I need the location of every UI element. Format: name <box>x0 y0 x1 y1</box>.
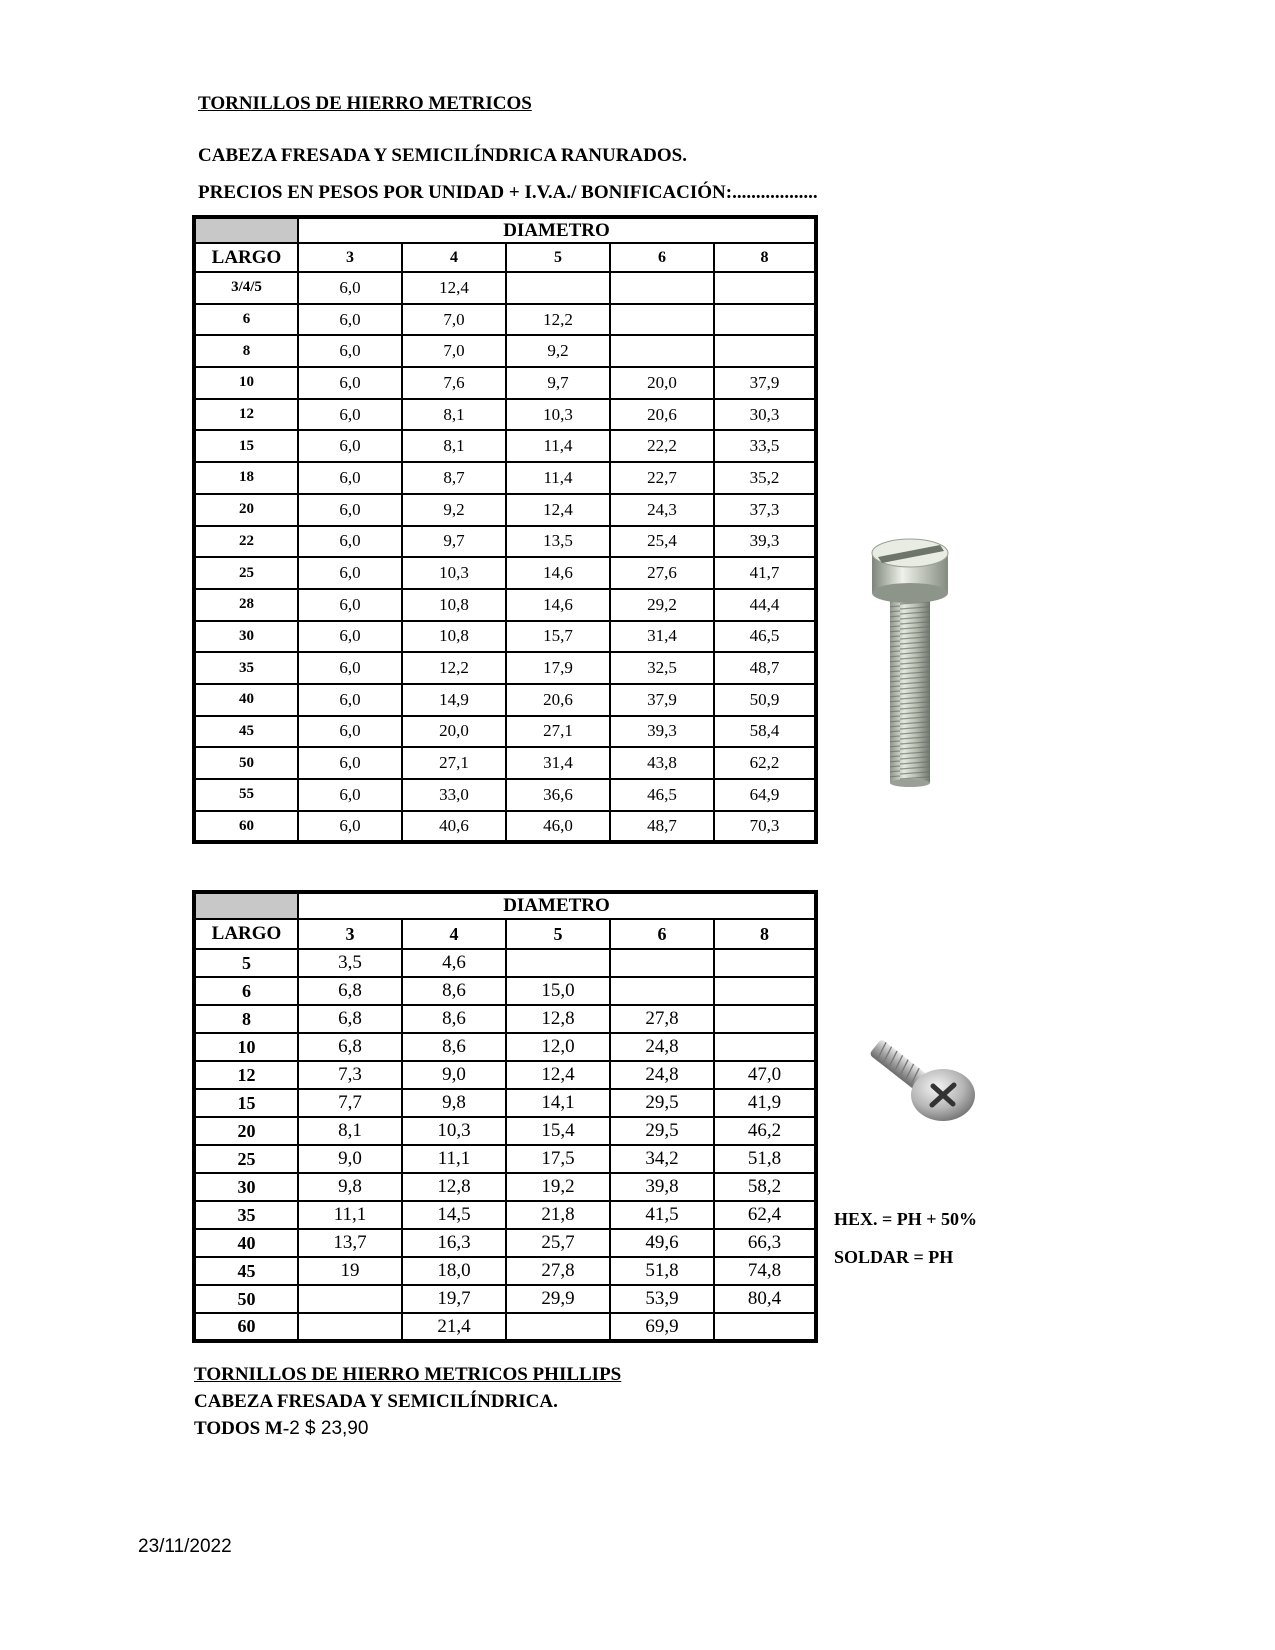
price-cell: 6,0 <box>298 652 402 684</box>
row-largo: 20 <box>194 1117 298 1145</box>
price-cell: 10,3 <box>402 557 506 589</box>
price-table-phillips <box>192 890 818 1343</box>
price-cell: 37,3 <box>714 494 816 526</box>
price-cell: 11,4 <box>506 462 610 494</box>
price-cell: 51,8 <box>610 1257 714 1285</box>
largo-header: LARGO <box>194 919 298 949</box>
price-cell: 41,9 <box>714 1089 816 1117</box>
row-largo: 45 <box>194 1257 298 1285</box>
price-cell: 10,3 <box>402 1117 506 1145</box>
price-cell: 20,6 <box>610 399 714 431</box>
price-cell: 29,9 <box>506 1285 610 1313</box>
price-cell: 8,1 <box>298 1117 402 1145</box>
table-row <box>194 779 816 811</box>
price-cell: 6,8 <box>298 1005 402 1033</box>
price-cell: 8,1 <box>402 430 506 462</box>
price-cell: 69,9 <box>610 1313 714 1341</box>
row-largo: 15 <box>194 1089 298 1117</box>
column-header-4: 4 <box>402 919 506 949</box>
column-header-row <box>194 919 816 949</box>
price-cell <box>298 1313 402 1341</box>
phillips-subtitle: CABEZA FRESADA Y SEMICILÍNDRICA. <box>194 1391 558 1412</box>
price-cell: 6,0 <box>298 399 402 431</box>
table-row <box>194 1061 816 1089</box>
corner-cell <box>194 892 298 919</box>
price-cell: 39,3 <box>610 716 714 748</box>
price-cell: 9,0 <box>298 1145 402 1173</box>
row-largo: 10 <box>194 367 298 399</box>
price-cell: 29,5 <box>610 1089 714 1117</box>
price-cell: 6,0 <box>298 272 402 304</box>
price-cell: 14,1 <box>506 1089 610 1117</box>
price-cell: 6,0 <box>298 430 402 462</box>
price-cell: 6,0 <box>298 494 402 526</box>
price-cell: 35,2 <box>714 462 816 494</box>
table-row <box>194 684 816 716</box>
table-row <box>194 1229 816 1257</box>
table-row <box>194 977 816 1005</box>
row-largo: 8 <box>194 1005 298 1033</box>
price-cell <box>714 1033 816 1061</box>
price-cell: 21,4 <box>402 1313 506 1341</box>
price-cell: 6,0 <box>298 621 402 653</box>
price-cell: 6,0 <box>298 367 402 399</box>
table-row <box>194 430 816 462</box>
price-cell: 36,6 <box>506 779 610 811</box>
price-cell: 53,9 <box>610 1285 714 1313</box>
price-cell: 11,1 <box>298 1201 402 1229</box>
row-largo: 60 <box>194 1313 298 1341</box>
price-cell: 27,1 <box>402 747 506 779</box>
price-cell <box>714 272 816 304</box>
price-cell: 39,3 <box>714 526 816 558</box>
table-row <box>194 652 816 684</box>
price-cell: 6,0 <box>298 304 402 336</box>
phillips-todos <box>194 1418 368 1440</box>
price-cell: 46,5 <box>610 779 714 811</box>
row-largo: 12 <box>194 1061 298 1089</box>
price-cell <box>610 272 714 304</box>
price-cell: 13,7 <box>298 1229 402 1257</box>
price-cell: 13,5 <box>506 526 610 558</box>
table-row <box>194 526 816 558</box>
row-largo: 40 <box>194 684 298 716</box>
price-cell: 51,8 <box>714 1145 816 1173</box>
price-table-slotted <box>192 215 818 844</box>
price-cell: 74,8 <box>714 1257 816 1285</box>
price-cell: 24,8 <box>610 1061 714 1089</box>
price-cell <box>714 949 816 977</box>
phillips-title: TORNILLOS DE HIERRO METRICOS PHILLIPS <box>194 1364 622 1385</box>
row-largo: 20 <box>194 494 298 526</box>
price-cell <box>610 335 714 367</box>
table-row <box>194 589 816 621</box>
price-cell: 18,0 <box>402 1257 506 1285</box>
price-cell: 27,6 <box>610 557 714 589</box>
price-cell: 20,0 <box>610 367 714 399</box>
price-cell: 8,1 <box>402 399 506 431</box>
price-cell: 6,0 <box>298 462 402 494</box>
row-largo: 5 <box>194 949 298 977</box>
table-row <box>194 621 816 653</box>
price-cell: 47,0 <box>714 1061 816 1089</box>
price-cell: 46,5 <box>714 621 816 653</box>
price-cell <box>610 304 714 336</box>
price-cell: 22,2 <box>610 430 714 462</box>
price-cell: 6,0 <box>298 779 402 811</box>
price-cell: 4,6 <box>402 949 506 977</box>
page-title: TORNILLOS DE HIERRO METRICOS <box>198 93 532 114</box>
price-cell: 6,0 <box>298 811 402 843</box>
price-cell: 19 <box>298 1257 402 1285</box>
price-cell: 11,1 <box>402 1145 506 1173</box>
column-header-3: 3 <box>298 919 402 949</box>
corner-cell <box>194 217 298 243</box>
prices-note: PRECIOS EN PESOS POR UNIDAD + I.V.A./ BONIFICACIÓN:.................. <box>198 182 818 203</box>
column-header-row <box>194 243 816 272</box>
price-cell: 48,7 <box>610 811 714 843</box>
price-cell: 17,5 <box>506 1145 610 1173</box>
table-row <box>194 1117 816 1145</box>
price-cell: 12,2 <box>506 304 610 336</box>
table-row <box>194 747 816 779</box>
table-row <box>194 1145 816 1173</box>
price-cell: 31,4 <box>610 621 714 653</box>
row-largo: 60 <box>194 811 298 843</box>
table-row <box>194 304 816 336</box>
price-cell: 9,2 <box>506 335 610 367</box>
price-cell: 7,6 <box>402 367 506 399</box>
price-cell: 17,9 <box>506 652 610 684</box>
price-cell: 40,6 <box>402 811 506 843</box>
table-row <box>194 272 816 304</box>
todos-price: 2 $ 23,90 <box>289 1418 369 1439</box>
table-row <box>194 716 816 748</box>
price-cell: 41,5 <box>610 1201 714 1229</box>
price-cell: 7,3 <box>298 1061 402 1089</box>
price-cell: 37,9 <box>714 367 816 399</box>
row-largo: 10 <box>194 1033 298 1061</box>
price-cell: 24,8 <box>610 1033 714 1061</box>
price-cell: 10,8 <box>402 589 506 621</box>
price-cell: 25,7 <box>506 1229 610 1257</box>
row-largo: 25 <box>194 557 298 589</box>
price-cell: 3,5 <box>298 949 402 977</box>
price-cell: 70,3 <box>714 811 816 843</box>
price-cell: 9,7 <box>506 367 610 399</box>
note-soldar: SOLDAR = PH <box>834 1247 954 1267</box>
note-hex: HEX. = PH + 50% <box>834 1209 978 1229</box>
price-cell: 21,8 <box>506 1201 610 1229</box>
table-row <box>194 1285 816 1313</box>
table-row <box>194 811 816 843</box>
todos-label: TODOS M- <box>194 1418 290 1439</box>
price-cell <box>506 949 610 977</box>
table-row <box>194 1033 816 1061</box>
price-cell: 20,0 <box>402 716 506 748</box>
price-cell: 6,0 <box>298 526 402 558</box>
price-cell: 37,9 <box>610 684 714 716</box>
row-largo: 6 <box>194 304 298 336</box>
row-largo: 50 <box>194 1285 298 1313</box>
column-header-4: 4 <box>402 243 506 272</box>
column-header-8: 8 <box>714 243 816 272</box>
largo-header: LARGO <box>194 243 298 272</box>
price-cell: 12,2 <box>402 652 506 684</box>
row-largo: 3/4/5 <box>194 272 298 304</box>
price-cell <box>714 1313 816 1341</box>
row-largo: 40 <box>194 1229 298 1257</box>
price-cell: 50,9 <box>714 684 816 716</box>
price-cell: 12,8 <box>506 1005 610 1033</box>
column-header-8: 8 <box>714 919 816 949</box>
column-header-6: 6 <box>610 243 714 272</box>
column-header-3: 3 <box>298 243 402 272</box>
price-cell: 11,4 <box>506 430 610 462</box>
price-cell: 8,6 <box>402 977 506 1005</box>
price-cell: 12,0 <box>506 1033 610 1061</box>
row-largo: 18 <box>194 462 298 494</box>
table-row <box>194 367 816 399</box>
row-largo: 6 <box>194 977 298 1005</box>
price-cell: 29,5 <box>610 1117 714 1145</box>
price-cell: 62,2 <box>714 747 816 779</box>
price-cell: 8,6 <box>402 1033 506 1061</box>
row-largo: 55 <box>194 779 298 811</box>
table-row <box>194 462 816 494</box>
price-cell: 12,4 <box>506 1061 610 1089</box>
price-cell <box>714 977 816 1005</box>
price-cell: 44,4 <box>714 589 816 621</box>
price-cell: 48,7 <box>714 652 816 684</box>
price-cell: 32,5 <box>610 652 714 684</box>
row-largo: 22 <box>194 526 298 558</box>
price-cell: 22,7 <box>610 462 714 494</box>
price-cell: 14,6 <box>506 589 610 621</box>
price-cell: 6,0 <box>298 335 402 367</box>
price-cell: 8,7 <box>402 462 506 494</box>
price-cell: 19,2 <box>506 1173 610 1201</box>
price-cell: 10,8 <box>402 621 506 653</box>
price-cell: 6,0 <box>298 557 402 589</box>
row-largo: 12 <box>194 399 298 431</box>
table-row <box>194 494 816 526</box>
price-cell: 12,4 <box>402 272 506 304</box>
price-cell: 10,3 <box>506 399 610 431</box>
price-cell: 9,2 <box>402 494 506 526</box>
price-cell: 24,3 <box>610 494 714 526</box>
price-cell: 19,7 <box>402 1285 506 1313</box>
diametro-header: DIAMETRO <box>298 892 816 919</box>
row-largo: 28 <box>194 589 298 621</box>
group-header-row <box>194 892 816 919</box>
table-row <box>194 399 816 431</box>
price-cell: 39,8 <box>610 1173 714 1201</box>
price-cell: 12,8 <box>402 1173 506 1201</box>
table-row <box>194 949 816 977</box>
column-header-5: 5 <box>506 919 610 949</box>
price-cell: 58,2 <box>714 1173 816 1201</box>
table-row <box>194 1201 816 1229</box>
price-cell: 6,0 <box>298 747 402 779</box>
price-cell: 33,0 <box>402 779 506 811</box>
table-row <box>194 557 816 589</box>
price-cell: 9,0 <box>402 1061 506 1089</box>
page-date: 23/11/2022 <box>138 1536 232 1557</box>
price-cell: 27,1 <box>506 716 610 748</box>
price-cell <box>506 272 610 304</box>
price-cell: 31,4 <box>506 747 610 779</box>
price-cell: 49,6 <box>610 1229 714 1257</box>
price-cell <box>714 1005 816 1033</box>
price-cell: 15,7 <box>506 621 610 653</box>
price-cell <box>610 949 714 977</box>
price-cell: 62,4 <box>714 1201 816 1229</box>
price-cell: 15,4 <box>506 1117 610 1145</box>
price-cell: 6,0 <box>298 716 402 748</box>
row-largo: 8 <box>194 335 298 367</box>
price-cell: 15,0 <box>506 977 610 1005</box>
price-cell: 9,8 <box>298 1173 402 1201</box>
price-cell: 7,7 <box>298 1089 402 1117</box>
row-largo: 15 <box>194 430 298 462</box>
price-cell: 58,4 <box>714 716 816 748</box>
table-row <box>194 1313 816 1341</box>
row-largo: 35 <box>194 1201 298 1229</box>
row-largo: 25 <box>194 1145 298 1173</box>
group-header-row <box>194 217 816 243</box>
table-row <box>194 1173 816 1201</box>
diametro-header: DIAMETRO <box>298 217 816 243</box>
price-cell: 6,8 <box>298 1033 402 1061</box>
price-cell: 20,6 <box>506 684 610 716</box>
price-cell: 33,5 <box>714 430 816 462</box>
price-cell: 9,7 <box>402 526 506 558</box>
row-largo: 45 <box>194 716 298 748</box>
price-cell: 12,4 <box>506 494 610 526</box>
column-header-5: 5 <box>506 243 610 272</box>
price-cell: 25,4 <box>610 526 714 558</box>
price-cell: 7,0 <box>402 304 506 336</box>
price-cell: 80,4 <box>714 1285 816 1313</box>
price-cell: 34,2 <box>610 1145 714 1173</box>
price-cell: 8,6 <box>402 1005 506 1033</box>
price-cell: 30,3 <box>714 399 816 431</box>
row-largo: 35 <box>194 652 298 684</box>
price-cell: 9,8 <box>402 1089 506 1117</box>
price-cell: 7,0 <box>402 335 506 367</box>
price-cell: 29,2 <box>610 589 714 621</box>
price-cell <box>298 1285 402 1313</box>
price-cell: 66,3 <box>714 1229 816 1257</box>
price-cell <box>506 1313 610 1341</box>
price-cell: 46,0 <box>506 811 610 843</box>
phillips-screw-image <box>855 1020 985 1130</box>
price-cell: 14,5 <box>402 1201 506 1229</box>
price-cell: 27,8 <box>610 1005 714 1033</box>
price-cell: 14,9 <box>402 684 506 716</box>
price-cell: 64,9 <box>714 779 816 811</box>
slotted-screw-image <box>860 535 1000 795</box>
price-cell: 43,8 <box>610 747 714 779</box>
page-subtitle: CABEZA FRESADA Y SEMICILÍNDRICA RANURADOS. <box>198 145 687 166</box>
table-row <box>194 1257 816 1285</box>
row-largo: 30 <box>194 1173 298 1201</box>
price-cell: 46,2 <box>714 1117 816 1145</box>
table-row <box>194 1089 816 1117</box>
price-cell: 6,8 <box>298 977 402 1005</box>
row-largo: 50 <box>194 747 298 779</box>
price-cell: 16,3 <box>402 1229 506 1257</box>
price-cell <box>714 335 816 367</box>
table-row <box>194 335 816 367</box>
price-cell: 6,0 <box>298 589 402 621</box>
price-cell: 41,7 <box>714 557 816 589</box>
table-row <box>194 1005 816 1033</box>
price-cell: 6,0 <box>298 684 402 716</box>
row-largo: 30 <box>194 621 298 653</box>
price-cell: 14,6 <box>506 557 610 589</box>
price-cell: 27,8 <box>506 1257 610 1285</box>
price-cell <box>714 304 816 336</box>
price-cell <box>610 977 714 1005</box>
column-header-6: 6 <box>610 919 714 949</box>
